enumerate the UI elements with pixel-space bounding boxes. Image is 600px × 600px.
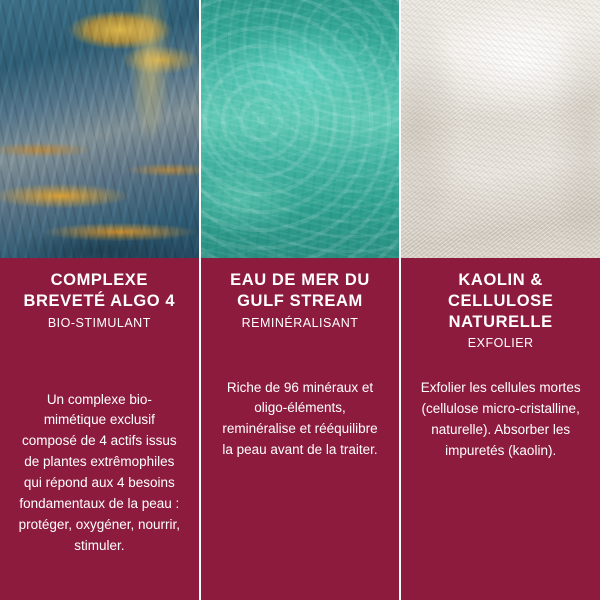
ingredient-body-3: Exfolier les cellules mortes (cellulose micro-cristalline, naturelle). Absorber les impuretés (kaolin). — [420, 380, 581, 459]
ingredient-title-3: KAOLIN & CELLULOSE NATURELLE — [448, 271, 554, 331]
kelp-underwater-photo — [0, 0, 199, 258]
ingredient-column-2 — [199, 0, 400, 600]
ingredient-image-sea — [201, 0, 400, 258]
ingredient-subtitle-1: BIO-STIMULANT — [47, 315, 151, 330]
ingredient-subtitle-3: EXFOLIER — [467, 336, 534, 351]
ingredient-title-2: EAU DE MER DU GULF STREAM — [230, 271, 370, 310]
turquoise-sea-water-photo — [201, 0, 400, 258]
ingredient-body-1: Un complexe bio-mimétique exclusif composé de 4 actifs issus de plantes extrêmophiles qui répond aux 4 besoins fondamentaux de la peau : protéger, oxygéner, nourrir, stimuler. — [18, 391, 181, 554]
ingredient-column-3 — [399, 0, 600, 600]
ingredient-body-wrap-2 — [213, 378, 388, 462]
ingredient-image-clay — [401, 0, 600, 258]
ingredient-text-2 — [201, 258, 400, 600]
ingredient-text-1 — [0, 258, 199, 600]
ingredient-text-3 — [401, 258, 600, 600]
ingredient-title-1: COMPLEXE BREVETÉ ALGO 4 — [23, 271, 176, 310]
ingredient-subtitle-2: REMINÉRALISANT — [241, 315, 359, 330]
white-clay-powder-photo — [401, 0, 600, 258]
ingredient-image-kelp — [0, 0, 199, 258]
ingredient-body-wrap-1 — [12, 390, 187, 557]
ingredient-body-2: Riche de 96 minéraux et oligo-éléments, reminéralise et rééquilibre la peau avant de la traiter. — [222, 379, 378, 458]
ingredient-column-1 — [0, 0, 199, 600]
ingredient-body-wrap-3 — [413, 378, 588, 462]
